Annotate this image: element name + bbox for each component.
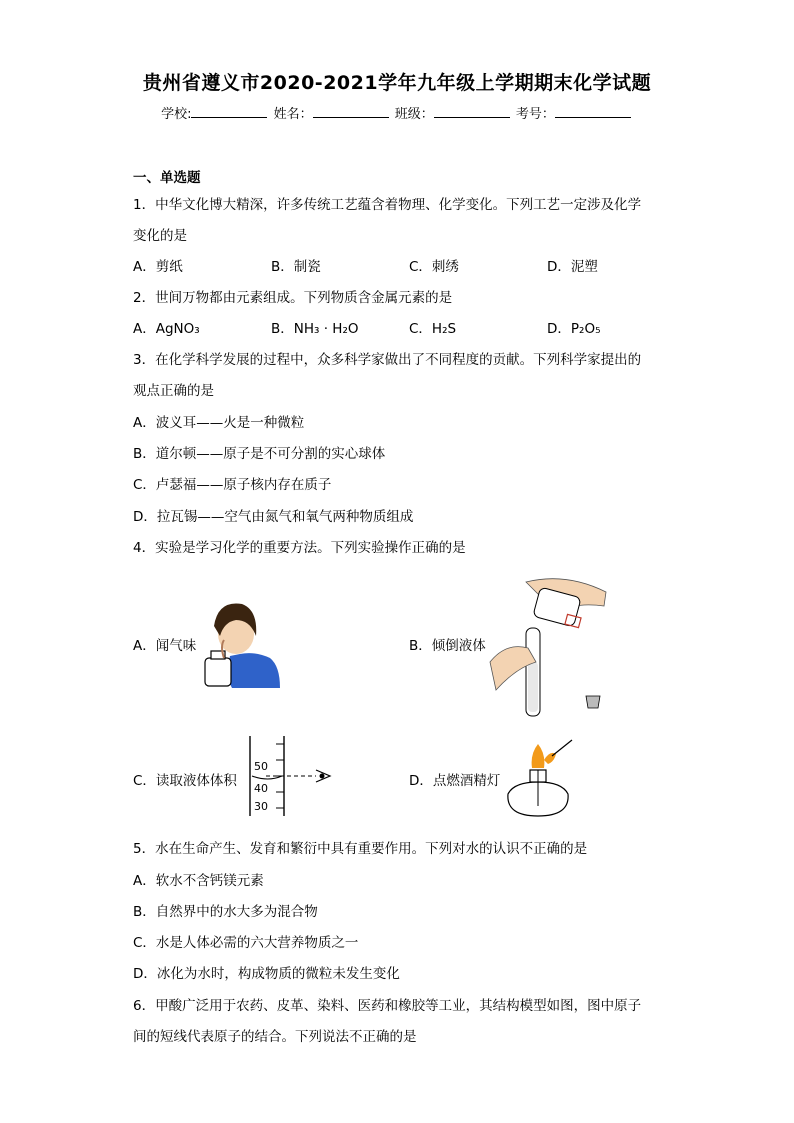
hand-shape: [222, 640, 224, 658]
school-label: 学校:: [161, 107, 192, 122]
cylinder-mark-50: 50: [254, 760, 268, 773]
q5-option-a: A．软水不含钙镁元素: [133, 873, 264, 889]
q5-stem-line1: 5．水在生命产生、发育和繁衍中具有重要作用。下列对水的认识不正确的是: [133, 841, 588, 857]
q3-stem-line2: 观点正确的是: [133, 383, 214, 399]
pouring-illustration: [486, 572, 614, 720]
name-label: 姓名：: [273, 107, 313, 122]
q5-option-b: B．自然界中的水大多为混合物: [133, 904, 318, 920]
name-blank[interactable]: [313, 105, 389, 118]
q4-option-a: A．闻气味: [133, 638, 197, 654]
q6-stem-line1: 6．甲酸广泛用于农药、皮革、染料、医药和橡胶等工业，其结构模型如图，图中原子: [133, 998, 642, 1014]
q1-option-c: C．刺绣: [409, 259, 459, 275]
q1-option-d: D．泥塑: [547, 259, 598, 275]
q2-stem-line1: 2．世间万物都由元素组成。下列物质含金属元素的是: [133, 290, 453, 306]
q5-option-d: D．冰化为水时，构成物质的微粒未发生变化: [133, 966, 400, 982]
section-heading: 一、单选题: [133, 170, 201, 186]
shirt-shape: [228, 653, 280, 688]
q5-option-c: C．水是人体必需的六大营养物质之一: [133, 935, 359, 951]
cylinder-mark-40: 40: [254, 782, 268, 795]
q3-option-a: A．波义耳——火是一种微粒: [133, 415, 305, 431]
q1-option-a: A．剪纸: [133, 259, 183, 275]
tube-liquid-shape: [528, 662, 538, 712]
school-blank[interactable]: [191, 105, 267, 118]
q4-option-d: D．点燃酒精灯: [409, 773, 501, 789]
cylinder-mark-30: 30: [254, 800, 268, 813]
stopper-shape: [586, 696, 600, 708]
q4-option-c: C．读取液体体积: [133, 773, 237, 789]
q4-option-b: B．倾倒液体: [409, 638, 486, 654]
exam-no-blank[interactable]: [555, 105, 631, 118]
match-shape: [552, 740, 572, 756]
q3-stem-line1: 3．在化学科学发展的过程中，众多科学家做出了不同程度的贡献。下列科学家提出的: [133, 352, 642, 368]
exam-no-label: 考号：: [515, 107, 555, 122]
q2-option-b: B．NH₃ · H₂O: [271, 321, 359, 337]
q1-stem-line1: 1．中华文化博大精深，许多传统工艺蕴含着物理、化学变化。下列工艺一定涉及化学: [133, 197, 642, 213]
q4-stem-line1: 4．实验是学习化学的重要方法。下列实验操作正确的是: [133, 540, 466, 556]
q3-option-b: B．道尔顿——原子是不可分割的实心球体: [133, 446, 386, 462]
bottle-shape: [205, 658, 231, 686]
student-info-row: [0, 103, 794, 122]
alcohol-lamp-illustration: [502, 736, 576, 818]
q1-option-b: B．制瓷: [271, 259, 321, 275]
cylinder-illustration: [246, 736, 338, 818]
smelling-illustration: [200, 596, 282, 688]
q2-option-d: D．P₂O₅: [547, 321, 601, 337]
q2-option-c: C．H₂S: [409, 321, 457, 337]
exam-title: 贵州省遵义市2020-2021学年九年级上学期期末化学试题: [142, 72, 652, 94]
class-label: 班级：: [394, 107, 434, 122]
q2-option-a: A．AgNO₃: [133, 321, 200, 337]
q1-stem-line2: 变化的是: [133, 228, 187, 244]
q3-option-d: D．拉瓦锡——空气由氮气和氧气两种物质组成: [133, 509, 414, 525]
flame-shape: [532, 744, 545, 768]
q3-option-c: C．卢瑟福——原子核内存在质子: [133, 477, 332, 493]
q6-stem-line2: 间的短线代表原子的结合。下列说法不正确的是: [133, 1029, 417, 1045]
class-blank[interactable]: [434, 105, 510, 118]
